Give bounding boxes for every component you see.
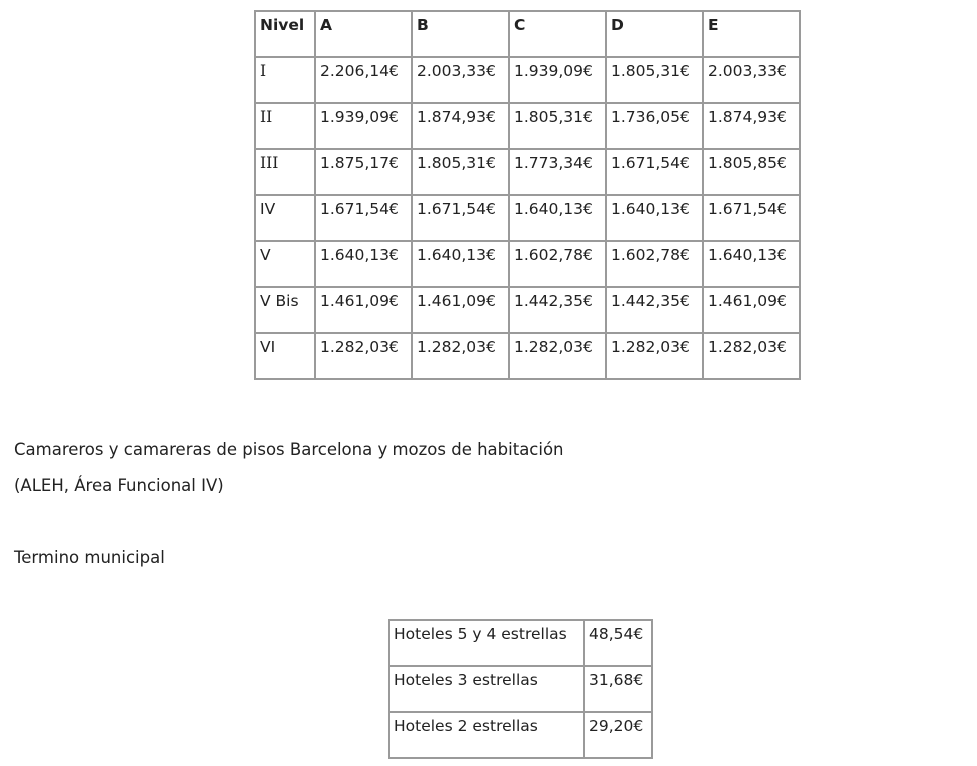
nivel-cell: II (255, 103, 315, 149)
salary-cell: 1.461,09€ (703, 287, 800, 333)
table-row (389, 712, 652, 758)
nivel-cell: I (255, 57, 315, 103)
salary-cell: 2.206,14€ (315, 57, 412, 103)
salary-cell: 1.282,03€ (412, 333, 509, 379)
salary-cell: 1.805,31€ (606, 57, 703, 103)
table-row (255, 57, 800, 103)
salary-cell: 2.003,33€ (703, 57, 800, 103)
salary-cell: 2.003,33€ (412, 57, 509, 103)
salary-cell: 1.282,03€ (703, 333, 800, 379)
column-header-e: E (703, 11, 800, 57)
table-row (389, 666, 652, 712)
salary-cell: 1.671,54€ (315, 195, 412, 241)
table-row (255, 149, 800, 195)
salary-cell: 1.602,78€ (509, 241, 606, 287)
salary-cell: 1.875,17€ (315, 149, 412, 195)
hotel-rate-cell: 48,54€ (584, 620, 652, 666)
salary-cell: 1.282,03€ (315, 333, 412, 379)
nivel-cell: V Bis (255, 287, 315, 333)
salary-cell: 1.442,35€ (606, 287, 703, 333)
salary-cell: 1.874,93€ (412, 103, 509, 149)
nivel-cell: V (255, 241, 315, 287)
salary-cell: 1.805,31€ (509, 103, 606, 149)
salary-cell: 1.939,09€ (315, 103, 412, 149)
salary-cell: 1.671,54€ (703, 195, 800, 241)
salary-cell: 1.602,78€ (606, 241, 703, 287)
hotel-rates-table (388, 619, 653, 759)
section-subtitle: (ALEH, Área Funcional IV) (14, 476, 224, 495)
nivel-cell: IV (255, 195, 315, 241)
hotel-category-cell: Hoteles 3 estrellas (389, 666, 584, 712)
salary-table-header-row (255, 11, 800, 57)
column-header-nivel: Nivel (255, 11, 315, 57)
table-row (255, 287, 800, 333)
salary-cell: 1.442,35€ (509, 287, 606, 333)
salary-cell: 1.640,13€ (412, 241, 509, 287)
column-header-c: C (509, 11, 606, 57)
salary-cell: 1.640,13€ (703, 241, 800, 287)
salary-cell: 1.874,93€ (703, 103, 800, 149)
table-row (255, 241, 800, 287)
salary-cell: 1.640,13€ (509, 195, 606, 241)
salary-cell: 1.805,85€ (703, 149, 800, 195)
section-heading: Camareros y camareras de pisos Barcelona y mozos de habitación (14, 440, 564, 459)
column-header-d: D (606, 11, 703, 57)
salary-cell: 1.773,34€ (509, 149, 606, 195)
salary-cell: 1.282,03€ (606, 333, 703, 379)
salary-cell: 1.461,09€ (412, 287, 509, 333)
hotel-rate-cell: 29,20€ (584, 712, 652, 758)
column-header-b: B (412, 11, 509, 57)
column-header-a: A (315, 11, 412, 57)
hotel-rate-cell: 31,68€ (584, 666, 652, 712)
table-row (255, 333, 800, 379)
salary-cell: 1.671,54€ (412, 195, 509, 241)
salary-cell: 1.640,13€ (315, 241, 412, 287)
table-row (255, 195, 800, 241)
salary-table (254, 10, 801, 380)
hotel-category-cell: Hoteles 5 y 4 estrellas (389, 620, 584, 666)
salary-cell: 1.461,09€ (315, 287, 412, 333)
table-row (255, 103, 800, 149)
nivel-cell: III (255, 149, 315, 195)
salary-cell: 1.736,05€ (606, 103, 703, 149)
hotel-category-cell: Hoteles 2 estrellas (389, 712, 584, 758)
salary-cell: 1.671,54€ (606, 149, 703, 195)
table-row (389, 620, 652, 666)
nivel-cell: VI (255, 333, 315, 379)
salary-cell: 1.805,31€ (412, 149, 509, 195)
salary-cell: 1.939,09€ (509, 57, 606, 103)
salary-cell: 1.640,13€ (606, 195, 703, 241)
salary-cell: 1.282,03€ (509, 333, 606, 379)
municipal-label: Termino municipal (14, 548, 165, 567)
